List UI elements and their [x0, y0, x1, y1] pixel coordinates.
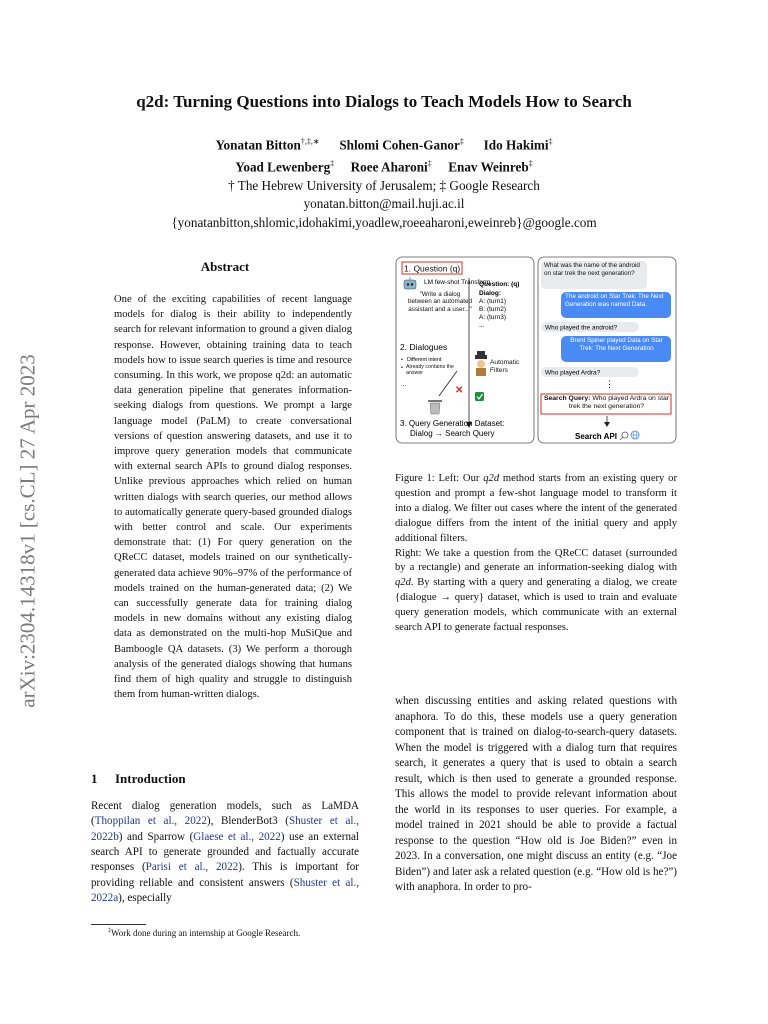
- author-mark: ‡: [528, 158, 533, 168]
- figure-1-diagram: [395, 256, 677, 446]
- caption-right-label: Right:: [395, 547, 422, 559]
- affiliations: † The Hebrew University of Jerusalem; ‡ Google Research: [228, 177, 540, 193]
- chat-bot-2: Brent Spiner played Data on Star Trek: The Next Generation: [570, 337, 663, 352]
- step-3-label: 3. Query Generation Dataset:: [400, 419, 505, 428]
- chat-user-1: What was the name of the android on star trek the next generation?: [544, 262, 640, 277]
- search-query-value: Who played Ardra on star trek the next generation?: [568, 395, 670, 410]
- prompt-text: "Write a dialog between an automated assistant and a user...": [407, 291, 473, 313]
- step-3-sub: Dialog → Search Query: [410, 429, 495, 438]
- author-name: Enav Weinreb: [448, 159, 529, 175]
- question-label: Question: (q): [479, 281, 520, 288]
- paper-title: q2d: Turning Questions into Dialogs to Teach Models How to Search: [136, 92, 632, 111]
- abstract-heading: Abstract: [200, 259, 250, 274]
- turn-a: A: (turn1): [479, 298, 507, 305]
- caption-text: Our: [459, 473, 484, 484]
- step-1-label: 1. Question (q): [404, 263, 461, 274]
- caption-left-label: Left:: [438, 473, 460, 484]
- intro-text: ), especially: [118, 892, 172, 905]
- author-line-1: [0, 133, 768, 155]
- intro-paragraph: [91, 799, 359, 906]
- citation-link[interactable]: Shuster et al., 2022a: [91, 876, 360, 905]
- intro-text: ), BlenderBot3 (: [206, 815, 289, 828]
- arxiv-identifier: [8, 316, 48, 746]
- author-mark: ‡: [427, 158, 432, 168]
- bullet-dot: •: [401, 365, 403, 371]
- author-mark: ‡: [459, 137, 464, 146]
- section-title: Introduction: [115, 771, 186, 786]
- reject-x-icon: ✕: [455, 385, 464, 396]
- search-query-label: Search Query:: [543, 395, 591, 402]
- footnote-rule: [91, 924, 146, 925]
- intro-continued: when discussing entities and asking related questions with anaphora. To do this, these models use a query generation component that is trained on dialog-to-search-query datasets. When the model is triggered with a dialog turn that requires search, it generates a query that is used to obtain a search result, which is then used to generate a grounded response. This allows the model to provide relevant information about the world in its responses to user queries. For example, a model trained in 2021 should be able to provide a factual response to the question “How old is Joe Biden?” even in 2023. In a conversation, one might discuss an entity (e.g. “Joe Biden”) and later ask a related question (e.g. “How old is he?”) with anaphora. In order to pro-: [395, 695, 677, 893]
- turn-b: B: (turn2): [479, 306, 507, 313]
- footnote-mark: ‡: [108, 928, 111, 934]
- turn-a2: A: (turn3): [479, 314, 507, 321]
- citation-link[interactable]: Shuster et al., 2022b: [91, 815, 360, 843]
- footnote-text: Work done during an internship at Google Research.: [111, 928, 301, 938]
- caption-text: method starts from an existing query or question and prompt a few-shot language model to transform it into a dialog. We filter out cases where the intent of the generated dialogue differs from the intent of the initial query and apply additional filters.: [395, 473, 677, 544]
- search-query-text: [543, 395, 670, 411]
- section-number: 1: [91, 771, 98, 786]
- caption-q2d: q2d: [483, 473, 500, 484]
- author-mark: ‡: [548, 137, 553, 146]
- caption-text: We take a question from the QReCC dataset (surrounded by a rectangle) and generate an information-seeking dialog with: [395, 547, 677, 574]
- bullet-dot: •: [401, 357, 403, 363]
- footnote: [108, 928, 300, 938]
- citation-link[interactable]: Parisi et al., 2022: [145, 861, 239, 874]
- author-name: Shlomi Cohen-Ganor: [339, 137, 460, 153]
- bullet-different-intent: Different intent: [407, 357, 442, 363]
- intro-text: Recent dialog generation models, such as LaMDA (: [91, 800, 359, 828]
- intro-text: ). This is important for providing reliable and consistent answers (: [91, 861, 359, 889]
- turn-ellipsis: ...: [479, 322, 485, 329]
- citation-link[interactable]: Thoppilan et al., 2022: [94, 815, 207, 828]
- caption-q2d: q2d: [395, 577, 411, 589]
- intro-heading: [91, 771, 186, 787]
- author-name: Ido Hakimi: [483, 137, 549, 153]
- chat-user-3: Who played Ardra?: [545, 369, 601, 377]
- intro-text: ) and Sparrow (: [118, 830, 194, 843]
- caption-text: . By starting with a query and generating a dialog, we create {dialogue → query} dataset, which is used to train and evaluate query generation models, which communicate with an external search API to generate factual responses.: [395, 577, 677, 634]
- filters-label: Automatic Filters: [490, 359, 520, 374]
- author-name: Yoad Lewenberg: [235, 159, 331, 175]
- search-api-label: Search API: [575, 432, 617, 441]
- author-mark: ‡: [330, 158, 335, 168]
- chat-bot-1: The android on Star Trek: The Next Generation was named Data.: [565, 293, 664, 308]
- author-line-2: [0, 155, 768, 177]
- ellipsis-dots: ⋮: [605, 379, 614, 389]
- arxiv-id-text: arXiv:2304.14318v1 [cs.CL] 27 Apr 2023: [15, 354, 40, 708]
- dialog-label: Dialog:: [479, 290, 502, 297]
- step-2-label: 2. Dialogues: [400, 342, 448, 352]
- accept-check-icon: [475, 392, 484, 401]
- intro-text: ) use an external search API to generate grounded and factually accurate responses (: [91, 830, 359, 874]
- email-group[interactable]: {yonatanbitton,shlomic,idohakimi,yoadlew,roeeaharoni,eweinreb}@google.com: [171, 214, 597, 230]
- author-mark: †,‡,∗: [300, 137, 320, 146]
- bullet-ellipsis: ...: [401, 382, 407, 388]
- author-block: [0, 133, 768, 232]
- bullet-contains-answer: Already contains the answer: [406, 364, 454, 377]
- citation-link[interactable]: Glaese et al., 2022: [193, 830, 281, 843]
- chat-user-2: Who played the android?: [545, 324, 618, 332]
- author-name: Yonatan Bitton: [215, 137, 301, 153]
- lm-label: LM few-shot Transform: [424, 279, 491, 286]
- author-name: Roee Aharoni: [350, 159, 428, 175]
- email-primary[interactable]: yonatan.bitton@mail.huji.ac.il: [303, 196, 465, 212]
- figure-caption: [395, 472, 677, 636]
- abstract-text: One of the exciting capabilities of recent language models for dialog is their ability to independently search for relevant information to ground a given dialog response. However, obtaining training data to teach models how to issue search queries is time and resource consuming. In this work, we propose q2d: an automatic data generation pipeline that generates information-seeking dialogs from questions. We prompt a large language model (PaLM) to create conversational versions of question answering datasets, and use it to improve query generation models that communicate with external search APIs to ground dialog responses. Unlike previous approaches which relied on human written dialogs with search queries, our method allows to automatically generate query-based grounded dialogs with better control and scale. Our experiments demonstrate that: (1) For query generation on the QReCC dataset, models trained on our synthetically-generated data achieve 90%–97% of the performance of models trained on the human-generated data; (2) We can successfully generate data for training dialog models in new domains without any existing dialog data as demonstrated on the multi-hop MuSiQue and Bamboogle QA datasets. (3) We perform a thorough analysis of the generated dialogs showing that humans find them of high quality and struggle to distinguish them from human-written dialogs.: [114, 294, 352, 701]
- caption-fig-label: Figure 1:: [395, 473, 435, 484]
